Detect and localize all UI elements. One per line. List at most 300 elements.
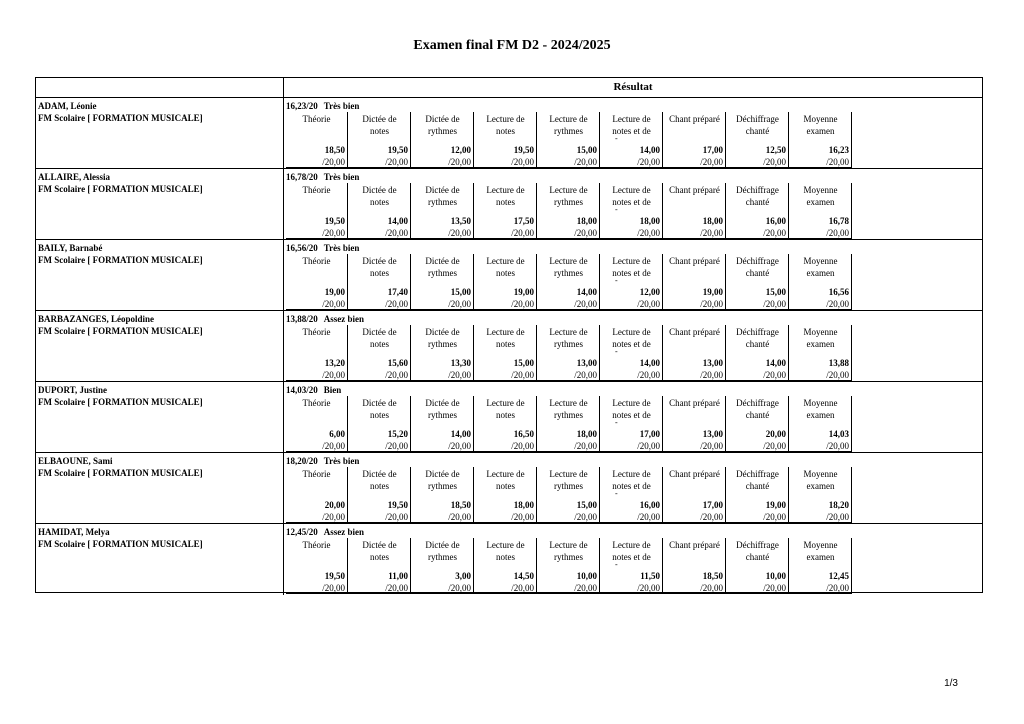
score-max: /20,00 <box>574 157 597 167</box>
score-value: 13,88 <box>828 358 849 368</box>
score-max: /20,00 <box>637 370 660 380</box>
score-cell <box>727 325 789 380</box>
column-label-line2: chanté <box>745 481 770 491</box>
score-max: /20,00 <box>385 299 408 309</box>
column-label-line2: notes <box>496 268 515 278</box>
score-cell <box>601 396 663 451</box>
page-number: 1/3 <box>944 678 958 689</box>
column-label: Théorie <box>302 327 331 337</box>
score-max: /20,00 <box>637 299 660 309</box>
score-cell <box>286 112 348 167</box>
score-value: 18,00 <box>702 216 723 226</box>
column-label-line2: chanté <box>745 552 770 562</box>
score-max: /20,00 <box>826 157 849 167</box>
column-label-line2: examen <box>806 339 835 349</box>
column-label-line2: rythmes <box>428 197 457 207</box>
column-label: Chant préparé <box>669 540 720 550</box>
column-label: Dictée de <box>425 540 460 550</box>
score-value: 20,00 <box>765 429 786 439</box>
score-cell <box>790 112 852 167</box>
student-results <box>284 382 982 452</box>
score-max: /20,00 <box>385 157 408 167</box>
score-cell <box>412 538 474 593</box>
student-row <box>36 98 982 169</box>
score-cell <box>286 183 348 238</box>
score-max: /20,00 <box>700 157 723 167</box>
mention: Assez bien <box>323 314 365 324</box>
score-value: 19,00 <box>702 287 723 297</box>
column-label-line2: notes <box>496 481 515 491</box>
column-label-line2: rythmes <box>428 410 457 420</box>
student-info <box>36 382 284 452</box>
column-label-line2: rythmes <box>554 410 583 420</box>
mention: Très bien <box>323 243 360 253</box>
table-header <box>36 78 982 98</box>
column-label-line2: notes <box>370 339 389 349</box>
score-cell <box>790 254 852 309</box>
score-cell <box>727 467 789 522</box>
score-value: 13,50 <box>450 216 471 226</box>
score-value: 19,00 <box>765 500 786 510</box>
student-results <box>284 524 982 595</box>
score-value: 15,20 <box>387 429 408 439</box>
tick-mark: - <box>615 489 618 498</box>
total-score: 14,03/20 <box>286 385 318 395</box>
column-label: Moyenne <box>803 327 838 337</box>
score-max: /20,00 <box>322 299 345 309</box>
score-value: 18,00 <box>576 429 597 439</box>
tick-mark: - <box>615 205 618 214</box>
score-cell <box>664 325 726 380</box>
score-max: /20,00 <box>700 228 723 238</box>
score-max: /20,00 <box>637 441 660 451</box>
score-value: 19,50 <box>387 145 408 155</box>
score-max: /20,00 <box>322 583 345 593</box>
column-label-line2: notes et de <box>612 410 651 420</box>
score-cell <box>412 325 474 380</box>
column-label: Dictée de <box>425 327 460 337</box>
column-label: Déchiffrage <box>736 114 779 124</box>
student-summary <box>286 526 364 538</box>
column-label: Théorie <box>302 398 331 408</box>
column-label-line2: notes et de <box>612 552 651 562</box>
mention: Bien <box>323 385 342 395</box>
tick-mark: - <box>615 560 618 569</box>
score-max: /20,00 <box>448 299 471 309</box>
student-results <box>284 98 982 168</box>
score-max: /20,00 <box>826 583 849 593</box>
score-max: /20,00 <box>763 370 786 380</box>
score-value: 19,00 <box>324 287 345 297</box>
score-value: 18,50 <box>702 571 723 581</box>
column-label-line2: examen <box>806 410 835 420</box>
score-cell <box>727 183 789 238</box>
column-label: Théorie <box>302 469 331 479</box>
score-max: /20,00 <box>637 583 660 593</box>
score-value: 19,50 <box>513 145 534 155</box>
score-value: 14,00 <box>639 145 660 155</box>
column-label: Théorie <box>302 256 331 266</box>
score-value: 12,45 <box>828 571 849 581</box>
column-label-line2: examen <box>806 197 835 207</box>
score-value: 14,00 <box>576 287 597 297</box>
score-value: 17,50 <box>513 216 534 226</box>
score-max: /20,00 <box>385 512 408 522</box>
column-label: Moyenne <box>803 469 838 479</box>
score-max: /20,00 <box>574 299 597 309</box>
column-label-line2: notes <box>496 126 515 136</box>
score-value: 17,00 <box>702 500 723 510</box>
score-cell <box>286 325 348 380</box>
score-value: 14,00 <box>639 358 660 368</box>
student-course: FM Scolaire [ FORMATION MUSICALE] <box>38 468 203 478</box>
mention: Assez bien <box>323 527 365 537</box>
total-score: 16,56/20 <box>286 243 318 253</box>
student-info <box>36 98 284 168</box>
score-value: 3,00 <box>455 571 471 581</box>
column-label: Déchiffrage <box>736 398 779 408</box>
score-value: 13,00 <box>576 358 597 368</box>
column-label: Lecture de <box>549 469 588 479</box>
column-label-line2: notes et de <box>612 339 651 349</box>
score-value: 15,00 <box>450 287 471 297</box>
score-cell <box>601 112 663 167</box>
header-student-cell <box>36 78 284 97</box>
column-label: Dictée de <box>362 398 397 408</box>
column-label-line2: notes <box>370 197 389 207</box>
student-row <box>36 169 982 240</box>
score-cell <box>412 396 474 451</box>
score-cell <box>286 467 348 522</box>
score-cell <box>538 254 600 309</box>
score-max: /20,00 <box>448 157 471 167</box>
score-value: 18,00 <box>513 500 534 510</box>
column-label-line2: notes <box>496 552 515 562</box>
score-value: 20,00 <box>324 500 345 510</box>
score-value: 16,00 <box>639 500 660 510</box>
column-label: Lecture de <box>549 327 588 337</box>
score-cell <box>475 112 537 167</box>
tick-mark: - <box>615 276 618 285</box>
column-label-line2: examen <box>806 126 835 136</box>
score-value: 16,78 <box>828 216 849 226</box>
score-value: 14,00 <box>450 429 471 439</box>
row-rule <box>286 451 852 452</box>
column-label: Déchiffrage <box>736 469 779 479</box>
column-label-line2: rythmes <box>428 552 457 562</box>
column-label: Dictée de <box>425 256 460 266</box>
column-label: Lecture de <box>486 469 525 479</box>
page-title: Examen final FM D2 - 2024/2025 <box>413 38 611 53</box>
student-summary <box>286 242 359 254</box>
score-cell <box>475 467 537 522</box>
tick-mark: - <box>615 418 618 427</box>
score-cell <box>601 538 663 593</box>
column-label-line2: rythmes <box>554 481 583 491</box>
score-value: 13,20 <box>324 358 345 368</box>
score-max: /20,00 <box>700 299 723 309</box>
score-cell <box>412 467 474 522</box>
score-value: 16,56 <box>828 287 849 297</box>
column-label-line2: chanté <box>745 268 770 278</box>
score-max: /20,00 <box>511 370 534 380</box>
score-max: /20,00 <box>511 583 534 593</box>
column-label-line2: notes <box>370 126 389 136</box>
student-info <box>36 240 284 310</box>
tick-mark: - <box>615 347 618 356</box>
column-label: Dictée de <box>425 469 460 479</box>
column-label: Lecture de <box>612 540 651 550</box>
row-rule <box>286 167 852 168</box>
score-cell <box>790 538 852 593</box>
student-summary <box>286 455 359 467</box>
column-label-line2: notes et de <box>612 126 651 136</box>
column-label-line2: rythmes <box>428 339 457 349</box>
score-max: /20,00 <box>763 299 786 309</box>
column-label-line2: notes <box>370 481 389 491</box>
column-label: Chant préparé <box>669 185 720 195</box>
score-cell <box>412 112 474 167</box>
column-label-line2: notes et de <box>612 481 651 491</box>
score-cell <box>790 325 852 380</box>
score-value: 14,50 <box>513 571 534 581</box>
column-label-line2: rythmes <box>428 268 457 278</box>
column-label: Moyenne <box>803 185 838 195</box>
score-value: 13,00 <box>702 358 723 368</box>
student-row <box>36 524 982 595</box>
column-label: Lecture de <box>486 256 525 266</box>
mention: Très bien <box>323 456 360 466</box>
score-max: /20,00 <box>448 441 471 451</box>
score-cell <box>538 467 600 522</box>
student-results <box>284 240 982 310</box>
score-value: 12,00 <box>450 145 471 155</box>
student-summary <box>286 100 359 112</box>
column-label: Théorie <box>302 540 331 550</box>
column-label-line2: chanté <box>745 126 770 136</box>
score-value: 13,00 <box>702 429 723 439</box>
score-max: /20,00 <box>826 441 849 451</box>
score-value: 12,00 <box>639 287 660 297</box>
score-max: /20,00 <box>637 228 660 238</box>
column-label: Dictée de <box>362 256 397 266</box>
score-value: 15,00 <box>765 287 786 297</box>
column-label: Chant préparé <box>669 469 720 479</box>
column-label-line2: rythmes <box>554 197 583 207</box>
score-cell <box>475 254 537 309</box>
score-max: /20,00 <box>763 512 786 522</box>
column-label: Lecture de <box>486 185 525 195</box>
score-value: 15,00 <box>513 358 534 368</box>
score-max: /20,00 <box>700 441 723 451</box>
score-value: 17,00 <box>639 429 660 439</box>
score-cell <box>349 254 411 309</box>
student-course: FM Scolaire [ FORMATION MUSICALE] <box>38 539 203 549</box>
row-rule <box>286 309 852 310</box>
student-info <box>36 311 284 381</box>
column-label-line2: examen <box>806 481 835 491</box>
column-label: Lecture de <box>549 256 588 266</box>
score-max: /20,00 <box>700 583 723 593</box>
score-cell <box>412 183 474 238</box>
score-max: /20,00 <box>637 157 660 167</box>
column-label: Lecture de <box>486 540 525 550</box>
score-max: /20,00 <box>574 441 597 451</box>
score-max: /20,00 <box>511 228 534 238</box>
score-cell <box>664 254 726 309</box>
student-name: HAMIDAT, Melya <box>38 527 110 537</box>
score-max: /20,00 <box>448 583 471 593</box>
score-cell <box>664 183 726 238</box>
score-max: /20,00 <box>826 370 849 380</box>
student-summary <box>286 171 359 183</box>
score-cell <box>538 112 600 167</box>
row-rule <box>286 238 852 239</box>
score-value: 18,50 <box>450 500 471 510</box>
column-label-line2: notes <box>370 552 389 562</box>
column-label: Déchiffrage <box>736 540 779 550</box>
score-max: /20,00 <box>322 228 345 238</box>
score-value: 18,20 <box>828 500 849 510</box>
column-label-line2: rythmes <box>428 481 457 491</box>
column-label: Chant préparé <box>669 398 720 408</box>
score-max: /20,00 <box>511 512 534 522</box>
column-label-line2: chanté <box>745 197 770 207</box>
column-label-line2: rythmes <box>428 126 457 136</box>
score-cell <box>349 325 411 380</box>
student-course: FM Scolaire [ FORMATION MUSICALE] <box>38 184 203 194</box>
score-value: 15,00 <box>576 500 597 510</box>
score-cell <box>790 183 852 238</box>
score-cell <box>349 467 411 522</box>
column-label-line2: examen <box>806 552 835 562</box>
score-max: /20,00 <box>322 370 345 380</box>
score-value: 17,40 <box>387 287 408 297</box>
student-info <box>36 169 284 239</box>
score-max: /20,00 <box>763 157 786 167</box>
total-score: 16,78/20 <box>286 172 318 182</box>
score-cell <box>538 183 600 238</box>
column-label-line2: chanté <box>745 339 770 349</box>
score-max: /20,00 <box>637 512 660 522</box>
score-cell <box>286 396 348 451</box>
score-max: /20,00 <box>448 370 471 380</box>
score-max: /20,00 <box>574 370 597 380</box>
score-max: /20,00 <box>763 583 786 593</box>
score-cell <box>349 112 411 167</box>
student-course: FM Scolaire [ FORMATION MUSICALE] <box>38 326 203 336</box>
score-cell <box>601 254 663 309</box>
column-label: Lecture de <box>612 398 651 408</box>
score-value: 6,00 <box>329 429 345 439</box>
score-cell <box>286 254 348 309</box>
column-label: Lecture de <box>549 540 588 550</box>
score-max: /20,00 <box>763 441 786 451</box>
score-cell <box>412 254 474 309</box>
score-max: /20,00 <box>385 228 408 238</box>
score-max: /20,00 <box>322 512 345 522</box>
score-cell <box>538 396 600 451</box>
column-label: Lecture de <box>549 398 588 408</box>
column-label: Chant préparé <box>669 114 720 124</box>
score-cell <box>475 325 537 380</box>
score-cell <box>475 183 537 238</box>
score-value: 14,00 <box>387 216 408 226</box>
score-value: 11,50 <box>640 571 660 581</box>
score-max: /20,00 <box>511 441 534 451</box>
column-label: Dictée de <box>362 114 397 124</box>
total-score: 12,45/20 <box>286 527 318 537</box>
score-cell <box>790 467 852 522</box>
student-row <box>36 382 982 453</box>
score-cell <box>538 325 600 380</box>
column-label: Lecture de <box>612 256 651 266</box>
score-cell <box>538 538 600 593</box>
column-label-line2: notes <box>496 197 515 207</box>
column-label: Dictée de <box>362 469 397 479</box>
total-score: 18,20/20 <box>286 456 318 466</box>
column-label: Théorie <box>302 114 331 124</box>
column-label-line2: notes <box>370 410 389 420</box>
score-max: /20,00 <box>826 512 849 522</box>
score-value: 14,03 <box>828 429 849 439</box>
score-max: /20,00 <box>448 512 471 522</box>
column-label: Dictée de <box>425 114 460 124</box>
column-label: Lecture de <box>549 185 588 195</box>
score-cell <box>664 396 726 451</box>
column-label: Lecture de <box>486 327 525 337</box>
results-table <box>35 77 983 593</box>
total-score: 16,23/20 <box>286 101 318 111</box>
score-cell <box>727 396 789 451</box>
score-cell <box>601 183 663 238</box>
score-cell <box>790 396 852 451</box>
column-label-line2: chanté <box>745 410 770 420</box>
score-cell <box>727 112 789 167</box>
column-label: Dictée de <box>362 540 397 550</box>
score-value: 12,50 <box>765 145 786 155</box>
score-value: 18,00 <box>639 216 660 226</box>
column-label: Chant préparé <box>669 256 720 266</box>
score-value: 16,50 <box>513 429 534 439</box>
score-cell <box>727 538 789 593</box>
student-course: FM Scolaire [ FORMATION MUSICALE] <box>38 255 203 265</box>
student-name: BARBAZANGES, Léopoldine <box>38 314 155 324</box>
column-label: Lecture de <box>486 114 525 124</box>
score-cell <box>664 467 726 522</box>
score-value: 18,50 <box>324 145 345 155</box>
score-value: 17,00 <box>702 145 723 155</box>
student-course: FM Scolaire [ FORMATION MUSICALE] <box>38 113 203 123</box>
column-label: Lecture de <box>486 398 525 408</box>
column-label-line2: notes <box>370 268 389 278</box>
mention: Très bien <box>323 172 360 182</box>
score-max: /20,00 <box>385 370 408 380</box>
row-rule <box>286 380 852 381</box>
score-max: /20,00 <box>826 299 849 309</box>
column-label: Déchiffrage <box>736 256 779 266</box>
column-label: Dictée de <box>362 185 397 195</box>
score-cell <box>601 467 663 522</box>
student-summary <box>286 384 341 396</box>
score-value: 18,00 <box>576 216 597 226</box>
column-label-line2: examen <box>806 268 835 278</box>
score-value: 19,50 <box>324 571 345 581</box>
row-rule <box>286 593 852 594</box>
student-row <box>36 311 982 382</box>
column-label: Lecture de <box>612 185 651 195</box>
score-max: /20,00 <box>322 441 345 451</box>
